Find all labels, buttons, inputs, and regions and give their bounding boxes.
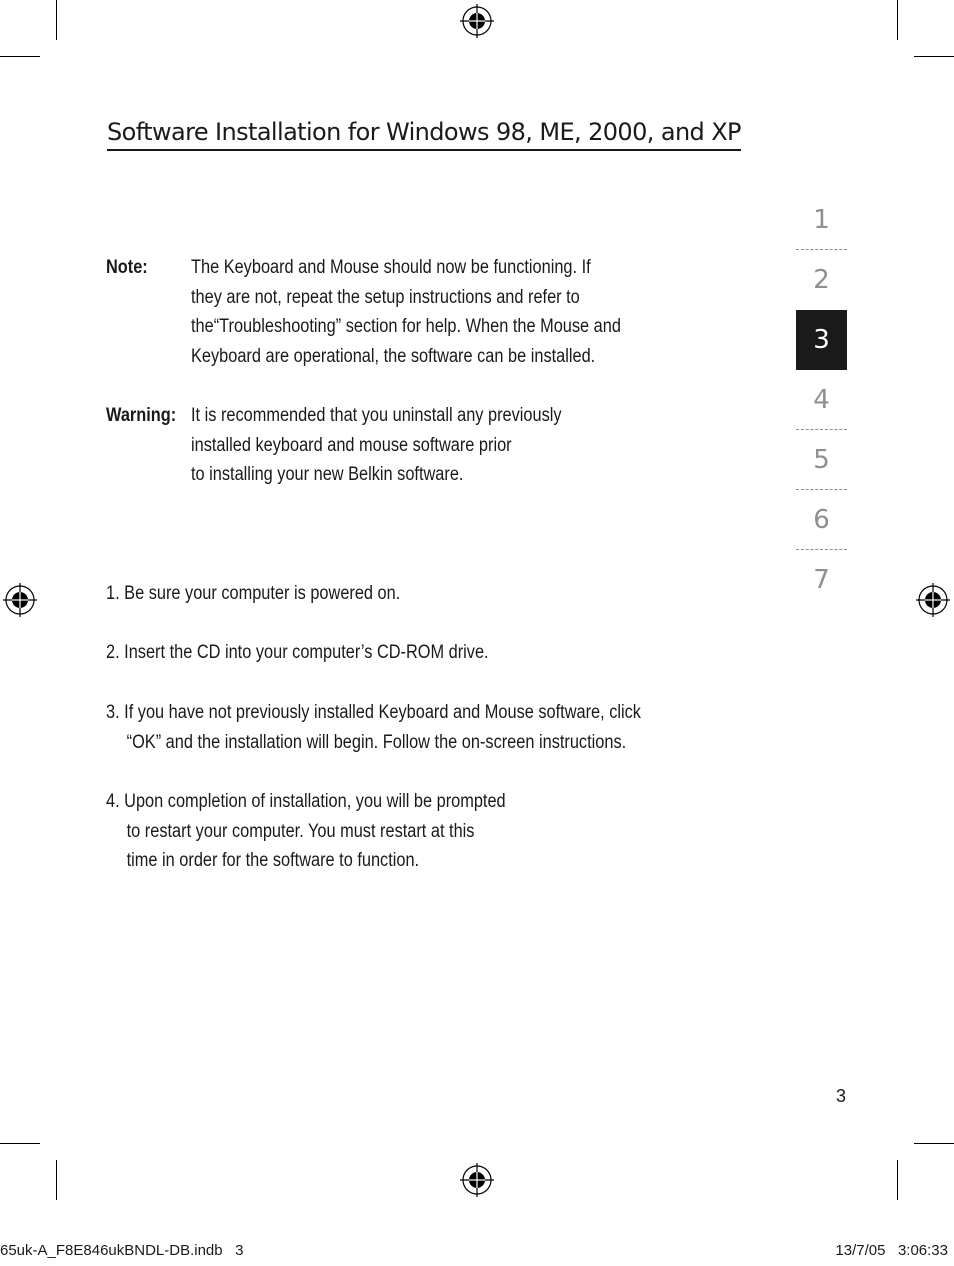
- page-title: Software Installation for Windows 98, ME, 2000, and XP: [107, 118, 741, 151]
- warning-line: installed keyboard and mouse software prior: [191, 434, 512, 456]
- registration-mark-icon: [3, 583, 37, 617]
- step-line: time in order for the software to function.: [126, 850, 420, 872]
- note-line: the“Troubleshooting” section for help. When the Mouse and: [191, 316, 621, 338]
- chapter-tab-6[interactable]: 6: [796, 490, 847, 550]
- chapter-tab-3[interactable]: 3: [796, 310, 847, 370]
- registration-mark-icon: [916, 583, 950, 617]
- note-line: Keyboard are operational, the software can be installed.: [191, 345, 596, 367]
- crop-mark-top-left-v: [56, 0, 57, 40]
- step-1: [106, 579, 400, 609]
- crop-mark-bottom-left-h: [0, 1143, 40, 1144]
- crop-mark-bottom-left-v: [56, 1160, 57, 1200]
- chapter-tab-2[interactable]: 2: [813, 265, 830, 295]
- note-text: [191, 253, 621, 371]
- chapter-index: [796, 190, 847, 610]
- print-slug-timestamp: 13/7/05 3:06:33: [835, 1242, 948, 1259]
- chapter-tab-5[interactable]: 5: [796, 430, 847, 490]
- step-line: 2. Insert the CD into your computer’s CD-ROM drive.: [106, 642, 489, 663]
- step-2: [106, 638, 489, 668]
- crop-mark-bottom-right-v: [897, 1160, 898, 1200]
- crop-mark-top-right-h: [914, 56, 954, 57]
- step-line: 1. Be sure your computer is powered on.: [106, 583, 401, 604]
- step-line: to restart your computer. You must restart at this: [126, 820, 475, 842]
- crop-mark-top-left-h: [0, 56, 40, 57]
- note-line: they are not, repeat the setup instructions and refer to: [191, 286, 580, 308]
- registration-mark-icon: [460, 4, 494, 38]
- step-line: 3. If you have not previously installed Keyboard and Mouse software, click: [106, 702, 641, 723]
- step-3: [106, 698, 641, 757]
- registration-mark-icon: [460, 1163, 494, 1197]
- warning-line: to installing your new Belkin software.: [191, 464, 464, 486]
- note-label: Note:: [106, 257, 148, 278]
- print-slug-filename: 65uk-A_F8E846ukBNDL-DB.indb 3: [0, 1242, 244, 1259]
- warning-text: [191, 401, 562, 490]
- warning-label: Warning:: [106, 405, 177, 426]
- step-4: [106, 787, 506, 876]
- step-line: 4. Upon completion of installation, you will be prompted: [106, 791, 506, 812]
- crop-mark-top-right-v: [897, 0, 898, 40]
- note-line: The Keyboard and Mouse should now be functioning. If: [191, 257, 591, 278]
- crop-mark-bottom-right-h: [914, 1143, 954, 1144]
- chapter-tab-7[interactable]: 7: [813, 565, 830, 595]
- warning-line: It is recommended that you uninstall any previously: [191, 405, 562, 426]
- chapter-tab-4[interactable]: 4: [796, 370, 847, 430]
- step-line: “OK” and the installation will begin. Follow the on-screen instructions.: [126, 731, 627, 753]
- page-number: 3: [836, 1086, 847, 1106]
- chapter-tab-1[interactable]: 1: [796, 190, 847, 250]
